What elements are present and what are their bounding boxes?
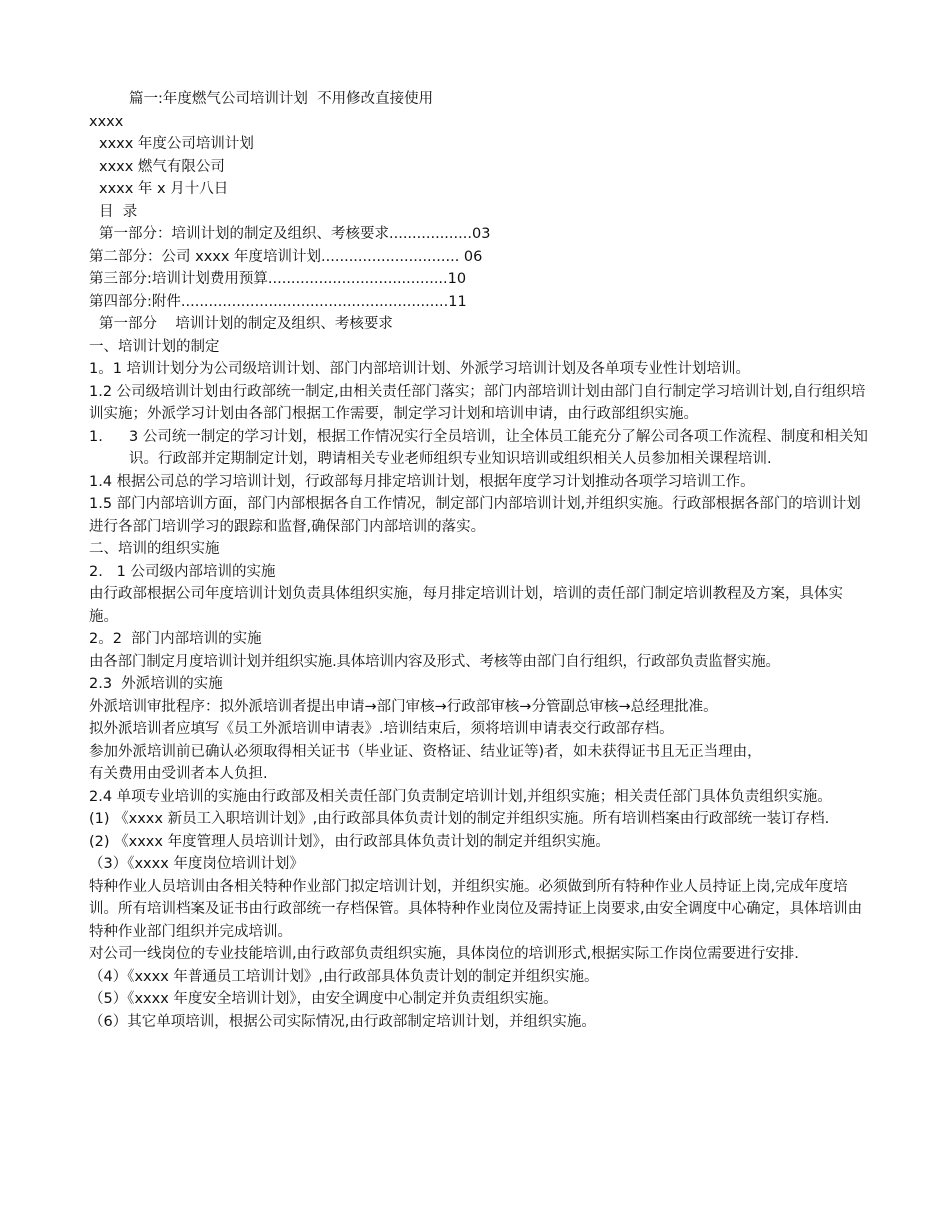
paragraph-text: 3 公司统一制定的学习计划，根据工作情况实行全员培训，让全体员工能充分了解公司各项工作流程、制度和相关知识。行政部并定期制定计划，聘请相关专业老师组织专业知识培训或组织相关人员参加相关课程培训. — [129, 428, 868, 467]
list-item: (1) 《xxxx 新员工入职培训计划》,由行政部具体负责计划的制定并组织实施。所有培训档案由行政部统一装订存档. — [89, 811, 830, 827]
section-heading: 一、培训计划的制定 — [89, 338, 220, 355]
toc-item: 第二部分：公司 xxxx 年度培训计划.............................. 06 — [89, 248, 483, 265]
paragraph: 由行政部根据公司年度培训计划负责具体组织实施，每月排定培训计划，培训的责任部门制定培训教程及方案，具体实施。 — [89, 586, 843, 625]
header-line-plan-title: xxxx 年度公司培训计划 — [99, 136, 254, 152]
list-item: （3）《xxxx 年度岗位培训计划》 — [89, 856, 304, 872]
paragraph-number: 1. — [89, 428, 103, 445]
header-line-company: xxxx 燃气有限公司 — [99, 158, 225, 175]
table-of-contents — [89, 223, 869, 313]
subsection-heading: 2.3 外派培训的实施 — [89, 676, 223, 692]
paragraph: 外派培训审批程序：拟外派培训者提出申请→部门审核→行政部审核→分管副总审核→总经理批准。 — [89, 698, 718, 715]
paragraph: 1。1 培训计划分为公司级培训计划、部门内部培训计划、外派学习培训计划及各单项专业性计划培训。 — [89, 361, 751, 377]
paragraph: 拟外派培训者应填写《员工外派培训申请表》.培训结束后，须将培训申请表交行政部存档。 — [89, 721, 674, 737]
toc-item: 第一部分：培训计划的制定及组织、考核要求..................03 — [99, 226, 491, 242]
list-item: （5）《xxxx 年度安全培训计划》，由安全调度中心制定并负责组织实施。 — [89, 991, 558, 1007]
list-item: （4）《xxxx 年普通员工培训计划》,由行政部具体负责计划的制定并组织实施。 — [89, 968, 599, 985]
part-heading: 第一部分 培训计划的制定及组织、考核要求 — [99, 316, 393, 332]
paragraph: 有关费用由受训者本人负担. — [89, 766, 268, 782]
paragraph: 对公司一线岗位的专业技能培训,由行政部负责组织实施，具体岗位的培训形式,根据实际工作岗位需要进行安排. — [89, 946, 799, 962]
section-heading: 二、培训的组织实施 — [89, 541, 220, 557]
toc-item: 第三部分:培训计划费用预算.......................................10 — [89, 271, 467, 287]
header-line-code: xxxx — [89, 113, 124, 130]
subsection-heading: 2. 1 公司级内部培训的实施 — [89, 563, 276, 580]
toc-item: 第四部分:附件..........................................................11 — [89, 293, 467, 310]
paragraph-hanging — [89, 426, 869, 471]
paragraph: 1.5 部门内部培训方面，部门内部根据各自工作情况，制定部门内部培训计划,并组织实施。行政部根据各部门的培训计划进行各部门培训学习的跟踪和监督,确保部门内部培训的落实。 — [89, 496, 861, 535]
list-item: (2) 《xxxx 年度管理人员培训计划》，由行政部具体负责计划的制定并组织实施。 — [89, 833, 610, 850]
subsection-heading: 2。2 部门内部培训的实施 — [89, 631, 262, 647]
paragraph: 由各部门制定月度培训计划并组织实施.具体培训内容及形式、考核等由部门自行组织，行政部负责监督实施。 — [89, 653, 780, 670]
paragraph: 参加外派培训前已确认必须取得相关证书（毕业证、资格证、结业证等)者，如未获得证书且无正当理由， — [89, 743, 762, 760]
document-body — [89, 88, 869, 1033]
paragraph: 2.4 单项专业培训的实施由行政部及相关责任部门负责制定培训计划,并组织实施；相关责任部门具体负责组织实施。 — [89, 788, 832, 805]
paragraph: 1.4 根据公司总的学习培训计划，行政部每月排定培训计划，根据年度学习计划推动各项学习培训工作。 — [89, 473, 755, 490]
toc-heading: 目 录 — [99, 203, 138, 220]
paragraph: 1.2 公司级培训计划由行政部统一制定,由相关责任部门落实；部门内部培训计划由部门自行制定学习培训计划,自行组织培训实施；外派学习计划由各部门根据工作需要，制定学习计划和培训申请，由行政部组织实施。 — [89, 383, 866, 422]
header-line-date: xxxx 年 x 月十八日 — [99, 181, 229, 197]
list-item: （6）其它单项培训，根据公司实际情况,由行政部制定培训计划，并组织实施。 — [89, 1013, 596, 1030]
paragraph: 特种作业人员培训由各相关特种作业部门拟定培训计划，并组织实施。必须做到所有特种作业人员持证上岗,完成年度培训。所有培训档案及证书由行政部统一存档保管。具体特种作业岗位及需持证上岗要求,由安全调度中心确定，具体培训由特种作业部门组织并完成培训。 — [89, 878, 863, 940]
document-title: 篇一:年度燃气公司培训计划 不用修改直接使用 — [129, 91, 434, 107]
